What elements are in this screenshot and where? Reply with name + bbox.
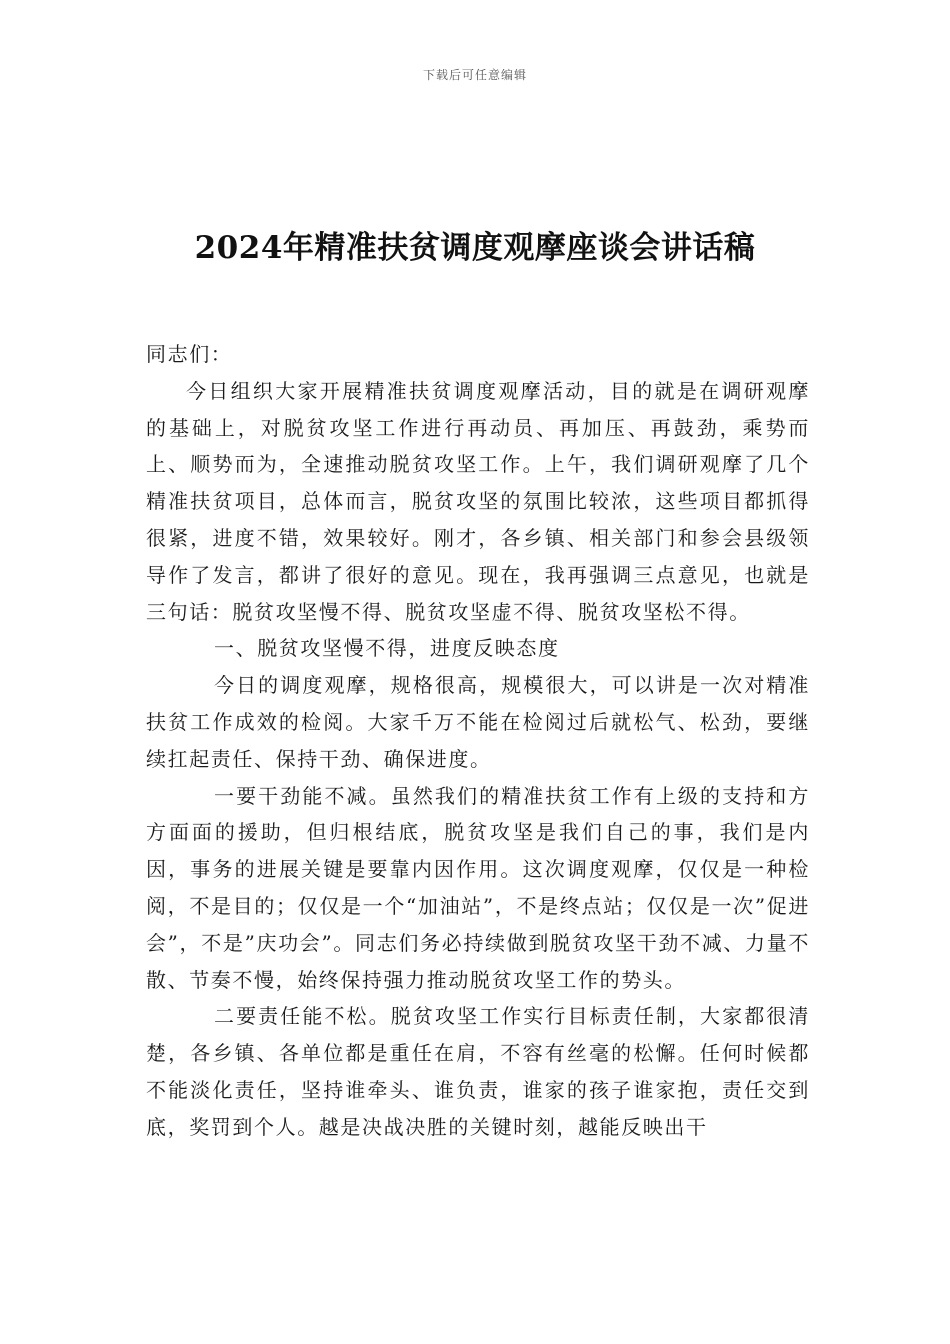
document-body xyxy=(146,336,810,1146)
paragraph-section-1: 今日的调度观摩，规格很高，规模很大，可以讲是一次对精准扶贫工作成效的检阅。大家千万不能在检阅过后就松气、松劲，要继续扛起责任、保持干劲、确保进度。 xyxy=(146,673,810,771)
header-note: 下载后可任意编辑 xyxy=(422,68,527,82)
paragraph-intro: 今日组织大家开展精准扶贫调度观摩活动，目的就是在调研观摩的基础上，对脱贫攻坚工作进行再动员、再加压、再鼓劲，乘势而上、顺势而为，全速推动脱贫攻坚工作。上午，我们调研观摩了几个精准扶贫项目，总体而言，脱贫攻坚的氛围比较浓，这些项目都抓得很紧，进度不错，效果较好。刚才，各乡镇、相关部门和参会县级领导作了发言，都讲了很好的意见。现在，我再强调三点意见，也就是三句话：脱贫攻坚慢不得、脱贫攻坚虚不得、脱贫攻坚松不得。 xyxy=(146,378,810,624)
paragraph-point-2: 二要责任能不松。脱贫攻坚工作实行目标责任制，大家都很清楚，各乡镇、各单位都是重任在肩，不容有丝毫的松懈。任何时候都不能淡化责任，坚持谁牵头、谁负责，谁家的孩子谁家抱，责任交到底，奖罚到个人。越是决战决胜的关键时刻，越能反映出干 xyxy=(146,1004,810,1139)
document-title: 2024年精准扶贫调度观摩座谈会讲话稿 xyxy=(194,230,756,266)
salutation: 同志们： xyxy=(146,342,233,366)
section-heading-1: 一、脱贫攻坚慢不得，进度反映态度 xyxy=(214,636,560,661)
paragraph-point-1: 一要干劲能不减。虽然我们的精准扶贫工作有上级的支持和方方面面的援助，但归根结底，脱贫攻坚是我们自己的事，我们是内因，事务的进展关键是要靠内因作用。这次调度观摩，仅仅是一种检阅，不是目的；仅仅是一个“加油站”，不是终点站；仅仅是一次”促进会”，不是”庆功会”。同志们务必持续做到脱贫攻坚干劲不减、力量不散、节奏不慢，始终保持强力推动脱贫攻坚工作的势头。 xyxy=(146,783,810,992)
